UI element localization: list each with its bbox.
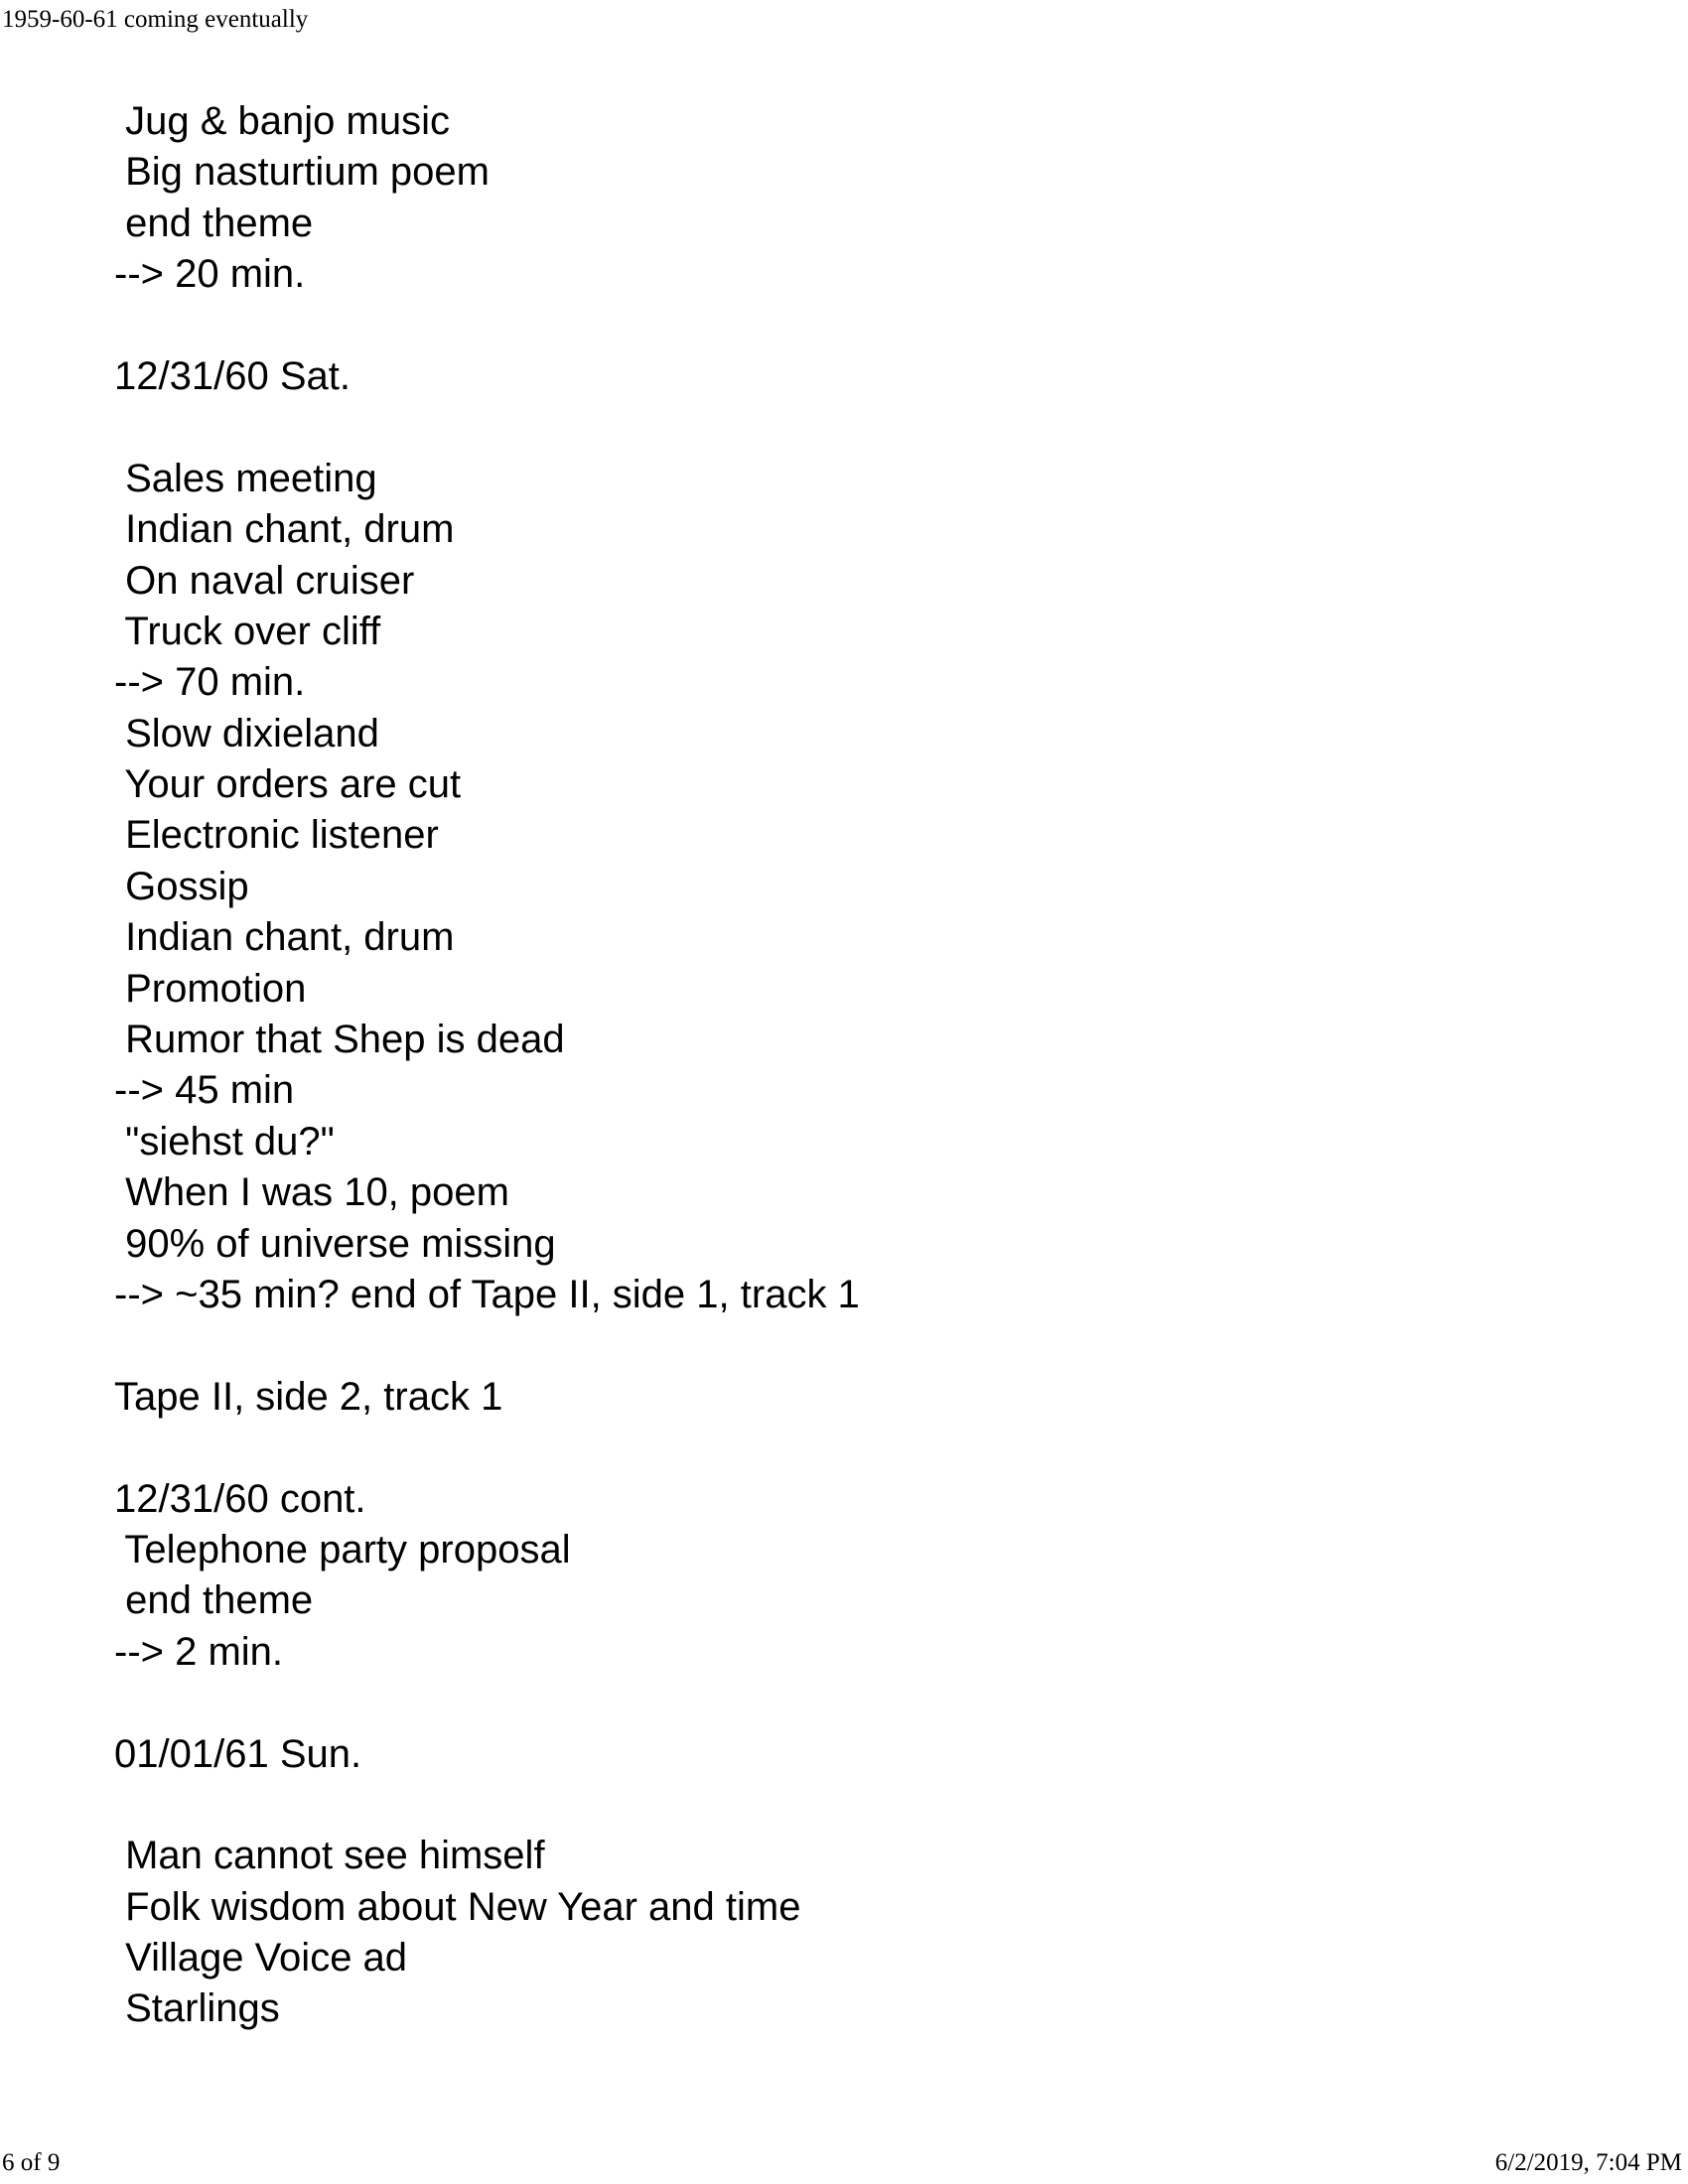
log-line: Gossip — [114, 864, 249, 908]
log-line: Jug & banjo music — [114, 99, 450, 143]
log-line: Village Voice ad — [114, 1936, 408, 1980]
log-line: Tape II, side 2, track 1 — [114, 1374, 503, 1419]
print-header-title: 1959-60-61 coming eventually — [2, 6, 309, 33]
log-line: 90% of universe missing — [114, 1221, 556, 1266]
log-line: Electronic listener — [114, 813, 439, 858]
log-line: end theme — [114, 1578, 314, 1623]
log-line: Indian chant, drum — [114, 915, 455, 960]
log-line: end theme — [114, 201, 314, 245]
blank-line — [114, 1423, 860, 1473]
log-line: Big nasturtium poem — [114, 150, 490, 195]
log-line: Sales meeting — [114, 456, 377, 500]
log-line: "siehst du?" — [114, 1119, 335, 1163]
log-line: When I was 10, poem — [114, 1170, 509, 1215]
log-line: 12/31/60 Sat. — [114, 353, 351, 398]
log-lines — [114, 96, 860, 2035]
log-line: Telephone party proposal — [114, 1527, 571, 1571]
blank-line — [114, 301, 860, 351]
log-line: Man cannot see himself — [114, 1834, 545, 1878]
log-line: Indian chant, drum — [114, 507, 455, 552]
log-line: Starlings — [114, 1986, 280, 2031]
log-line: Rumor that Shep is dead — [114, 1018, 565, 1062]
log-line: 12/31/60 cont. — [114, 1476, 366, 1521]
log-line: Slow dixieland — [114, 711, 379, 755]
log-line: --> ~35 min? end of Tape II, side 1, track 1 — [114, 1272, 860, 1316]
blank-line — [114, 1678, 860, 1728]
log-line: Folk wisdom about New Year and time — [114, 1884, 801, 1929]
page-indicator: 6 of 9 — [2, 2149, 61, 2176]
log-line: --> 2 min. — [114, 1629, 284, 1674]
blank-line — [114, 402, 860, 453]
log-line: --> 20 min. — [114, 252, 306, 297]
log-line: Truck over cliff — [114, 609, 381, 653]
log-line: --> 70 min. — [114, 660, 306, 705]
blank-line — [114, 1780, 860, 1831]
printed-timestamp: 6/2/2019, 7:04 PM — [1494, 2149, 1682, 2176]
log-line: Promotion — [114, 966, 307, 1011]
log-line: Your orders are cut — [114, 762, 462, 807]
log-line: On naval cruiser — [114, 558, 415, 603]
log-line: --> 45 min — [114, 1068, 295, 1113]
blank-line — [114, 1320, 860, 1371]
log-line: 01/01/61 Sun. — [114, 1731, 362, 1776]
